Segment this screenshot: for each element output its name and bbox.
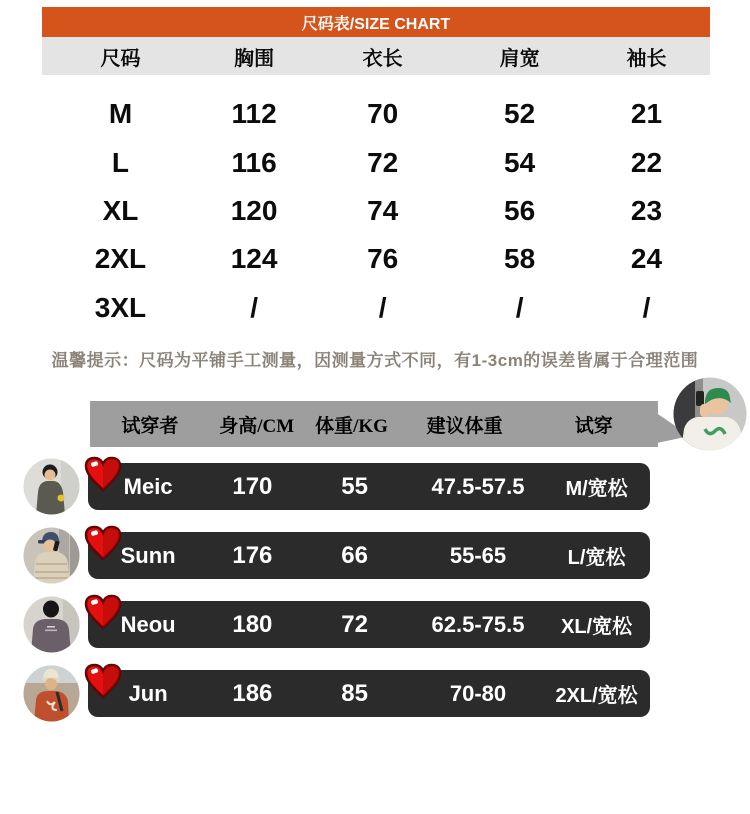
fit-header-fitter: 试穿者	[121, 415, 179, 437]
size-cell: 2XL	[94, 243, 147, 275]
size-table-header-size: 尺码	[100, 47, 141, 70]
fitter-suggested-weight: 47.5-57.5	[431, 473, 525, 499]
length-cell: 70	[367, 98, 399, 130]
length-cell: 74	[367, 194, 399, 226]
table-row	[42, 138, 710, 186]
table-row	[88, 601, 650, 648]
fitter-avatar-meic	[23, 458, 80, 515]
fitter-weight: 72	[341, 610, 368, 638]
size-table-header-sleeve: 袖长	[626, 47, 667, 70]
fitter-suggested-weight: 62.5-75.5	[431, 611, 525, 637]
fitter-suggested-weight: 55-65	[449, 542, 507, 568]
fit-table-header	[90, 401, 658, 447]
size-cell: L	[111, 146, 130, 178]
table-row	[88, 463, 650, 510]
fit-header-fit: 试穿	[574, 415, 613, 437]
fitter-corner-photo	[673, 377, 747, 451]
fitter-weight: 66	[341, 541, 368, 569]
fitter-size-fit: 2XL/宽松	[555, 685, 638, 707]
table-row	[88, 532, 650, 579]
shoulder-cell: 54	[504, 146, 536, 178]
fit-header-suggested: 建议体重	[426, 415, 503, 437]
fitter-name: Meic	[123, 473, 173, 499]
size-cell: XL	[102, 194, 139, 226]
fitter-weight: 55	[341, 472, 368, 500]
sleeve-cell: 22	[630, 146, 663, 178]
chest-cell: 124	[230, 243, 278, 275]
heart-icon	[84, 456, 122, 492]
fitter-height: 180	[232, 610, 273, 638]
size-table-body	[42, 90, 710, 332]
size-table-header-length: 衣长	[362, 47, 403, 70]
shoulder-cell: 52	[504, 98, 536, 130]
length-cell: 76	[367, 243, 399, 275]
length-cell: /	[378, 291, 387, 323]
size-table-header-chest: 胸围	[234, 47, 275, 70]
fit-header-weight: 体重/KG	[315, 415, 388, 437]
sleeve-cell: 21	[630, 98, 663, 130]
size-cell: 3XL	[94, 291, 147, 323]
fitter-name: Sunn	[120, 542, 176, 568]
size-chart-title: 尺码表/SIZE CHART	[301, 15, 451, 33]
fitter-name: Jun	[128, 680, 168, 706]
shoulder-cell: 56	[504, 194, 536, 226]
measurement-notice: 温馨提示：尺码为平铺手工测量，因测量方式不同，有1-3cm的误差皆属于合理范围	[51, 351, 699, 370]
fitter-height: 186	[232, 679, 273, 707]
size-cell: M	[108, 98, 133, 130]
size-chart-banner	[42, 7, 710, 37]
fit-header-height: 身高/CM	[219, 415, 295, 437]
fitter-avatar-sunn	[23, 527, 80, 584]
heart-icon	[84, 594, 122, 630]
shoulder-cell: /	[515, 291, 524, 323]
fitter-size-fit: XL/宽松	[561, 616, 633, 638]
fitter-height: 170	[232, 472, 273, 500]
fitter-avatar-jun	[23, 665, 80, 722]
fitter-weight: 85	[341, 679, 368, 707]
shoulder-cell: 58	[504, 243, 536, 275]
table-row	[42, 187, 710, 235]
fitter-size-fit: M/宽松	[565, 478, 628, 500]
chest-cell: 120	[230, 194, 278, 226]
size-table-header-shoulder: 肩宽	[499, 47, 540, 70]
size-table-header	[42, 37, 710, 75]
sleeve-cell: 23	[630, 194, 663, 226]
table-row	[42, 235, 710, 283]
chest-cell: /	[250, 291, 258, 323]
heart-icon	[84, 525, 122, 561]
heart-icon	[84, 663, 122, 699]
fitter-name: Neou	[120, 611, 176, 637]
chest-cell: 112	[231, 98, 277, 130]
sleeve-cell: /	[642, 291, 651, 323]
fitter-size-fit: L/宽松	[567, 547, 626, 569]
fitter-suggested-weight: 70-80	[449, 680, 507, 706]
chest-cell: 116	[231, 146, 277, 178]
sleeve-cell: 24	[630, 243, 663, 275]
fitter-height: 176	[232, 541, 273, 569]
table-row	[42, 284, 710, 332]
length-cell: 72	[367, 146, 399, 178]
table-row	[42, 90, 710, 138]
table-row	[88, 670, 650, 717]
fitter-avatar-neou	[23, 596, 80, 653]
